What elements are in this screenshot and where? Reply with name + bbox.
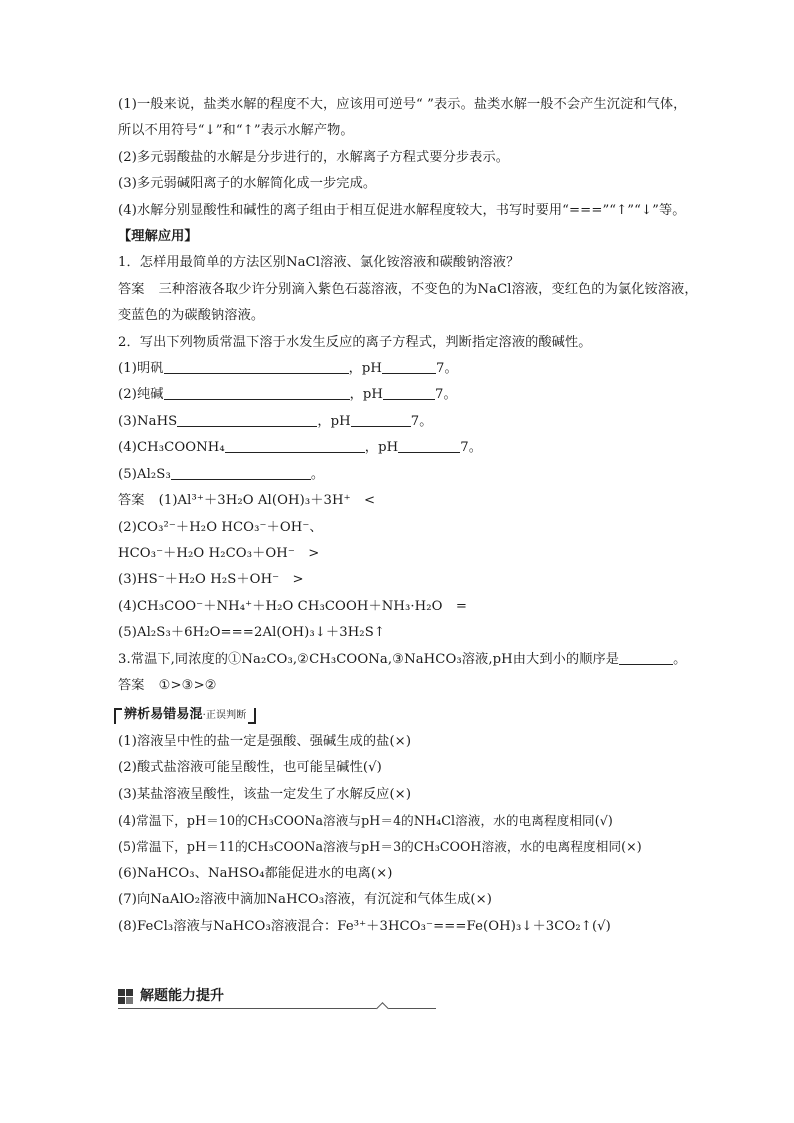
- q2-item-4: [118, 435, 698, 461]
- answer-1-text: 三种溶液各取少许分别滴入紫色石蕊溶液，不变色的为NaCl溶液，变红色的为氯化铵溶液，变蓝色的为碳酸钠溶液。: [118, 281, 698, 324]
- q2-item-3: [118, 409, 698, 435]
- answer-3: [118, 673, 698, 699]
- answer-blank[interactable]: [382, 359, 436, 374]
- answer-blank[interactable]: [225, 438, 365, 453]
- answer-2-line-2: (2)CO₃²⁻＋H₂O HCO₃⁻＋OH⁻、: [118, 519, 323, 535]
- document-body: [118, 92, 698, 940]
- answer-label: 答案: [118, 493, 145, 509]
- answer-blank[interactable]: [164, 359, 349, 374]
- judge-item: (4)常温下，pH＝10的CH₃COONa溶液与pH＝4的NH₄Cl溶液，水的电离程度相同(√): [118, 812, 613, 828]
- answer-1: [118, 277, 698, 330]
- ph-label: ，pH: [317, 413, 351, 429]
- end-mark: 。: [673, 651, 687, 667]
- answer-2-eq: (1)Al³⁺＋3H₂O Al(OH)₃＋3H⁺ <: [158, 493, 376, 509]
- ph-label: ，pH: [349, 387, 383, 403]
- answer-2-line-5: (4)CH₃COO⁻＋NH₄⁺＋H₂O CH₃COOH＋NH₃·H₂O =: [118, 598, 468, 614]
- section-square-icon: [118, 989, 133, 1004]
- answer-blank[interactable]: [619, 650, 673, 665]
- ph-label: ，pH: [364, 440, 399, 456]
- question-2: 2．写出下列物质常温下溶于水发生反应的离子方程式，判断指定溶液的酸碱性。: [118, 334, 592, 350]
- judge-heading-sub: ·正误判断: [202, 710, 247, 722]
- q2-item-label: (1)明矾: [118, 361, 164, 377]
- q2-item-5: [118, 462, 698, 488]
- section-title: 解题能力提升: [140, 988, 224, 1004]
- note-2: (2)多元弱酸盐的水解是分步进行的，水解离子方程式要分步表示。: [118, 149, 510, 165]
- answer-3-text: ①>③>②: [158, 677, 217, 693]
- question-1: 1．怎样用最简单的方法区别NaCl溶液、氯化铵溶液和碳酸钠溶液？: [118, 255, 520, 271]
- judge-item: (5)常温下，pH＝11的CH₃COONa溶液与pH＝3的CH₃COOH溶液，水的电离程度相同(×): [118, 839, 642, 855]
- judge-item: (3)某盐溶液呈酸性，该盐一定发生了水解反应(×): [118, 786, 412, 802]
- end-mark: 。: [310, 466, 325, 482]
- ph-label: ，pH: [348, 361, 382, 377]
- answer-label: 答案: [118, 677, 145, 693]
- q2-item-2: [118, 382, 698, 408]
- seven-label: 7。: [410, 413, 433, 429]
- note-4: (4)水解分别显酸性和碱性的离子组由于相互促进水解程度较大，书写时要用“===”“↑”“↓”等。: [118, 202, 686, 218]
- answer-blank[interactable]: [171, 465, 311, 480]
- judge-item: (2)酸式盐溶液可能呈酸性，也可能呈碱性(√): [118, 760, 382, 776]
- question-3-text: 3.常温下,同浓度的①Na₂CO₃,②CH₃COONa,③NaHCO₃溶液,pH由大到小的顺序是: [118, 651, 620, 667]
- answer-2-line-6: (5)Al₂S₃＋6H₂O===2Al(OH)₃↓＋3H₂S↑: [118, 625, 385, 641]
- judge-heading: [118, 705, 252, 726]
- answer-2-line-3: HCO₃⁻＋H₂O H₂CO₃＋OH⁻ >: [118, 545, 320, 561]
- answer-blank[interactable]: [398, 438, 460, 453]
- judge-item: (1)溶液呈中性的盐一定是强酸、强碱生成的盐(×): [118, 733, 412, 749]
- divider-notch: [376, 1002, 389, 1015]
- seven-label: 7。: [435, 387, 457, 403]
- answer-2-line-1: [118, 488, 698, 514]
- note-1: (1)一般来说，盐类水解的程度不大，应该用可逆号“ ”表示。盐类水解一般不会产生沉淀和气体，所以不用符号“↓”和“↑”表示水解产物。: [118, 97, 687, 139]
- answer-label: 答案: [118, 281, 145, 297]
- question-3: [118, 647, 698, 673]
- judge-item: (6)NaHCO₃、NaHSO₄都能促进水的电离(×): [118, 865, 393, 881]
- seven-label: 7。: [460, 440, 483, 456]
- apply-heading: 【理解应用】: [118, 229, 198, 245]
- judge-item: (7)向NaAlO₂溶液中滴加NaHCO₃溶液，有沉淀和气体生成(×): [118, 892, 493, 908]
- seven-label: 7。: [436, 361, 458, 377]
- answer-blank[interactable]: [164, 385, 350, 400]
- note-3: (3)多元弱碱阳离子的水解简化成一步完成。: [118, 176, 377, 192]
- judge-heading-main: 辨析易错易混: [124, 707, 203, 723]
- answer-2-line-4: (3)HS⁻＋H₂O H₂S＋OH⁻ >: [118, 572, 304, 588]
- q2-item-label: (4)CH₃COONH₄: [118, 440, 225, 456]
- section-header: [118, 986, 436, 1012]
- answer-blank[interactable]: [177, 412, 317, 427]
- q2-item-label: (5)Al₂S₃: [118, 466, 171, 482]
- q2-item-label: (2)纯碱: [118, 387, 164, 403]
- q2-item-label: (3)NaHS: [118, 413, 178, 429]
- q2-item-1: [118, 356, 698, 382]
- answer-blank[interactable]: [383, 385, 435, 400]
- judge-item: (8)FeCl₃溶液与NaHCO₃溶液混合：Fe³⁺＋3HCO₃⁻===Fe(OH)₃↓＋3CO₂↑(√): [118, 918, 611, 934]
- answer-blank[interactable]: [351, 412, 411, 427]
